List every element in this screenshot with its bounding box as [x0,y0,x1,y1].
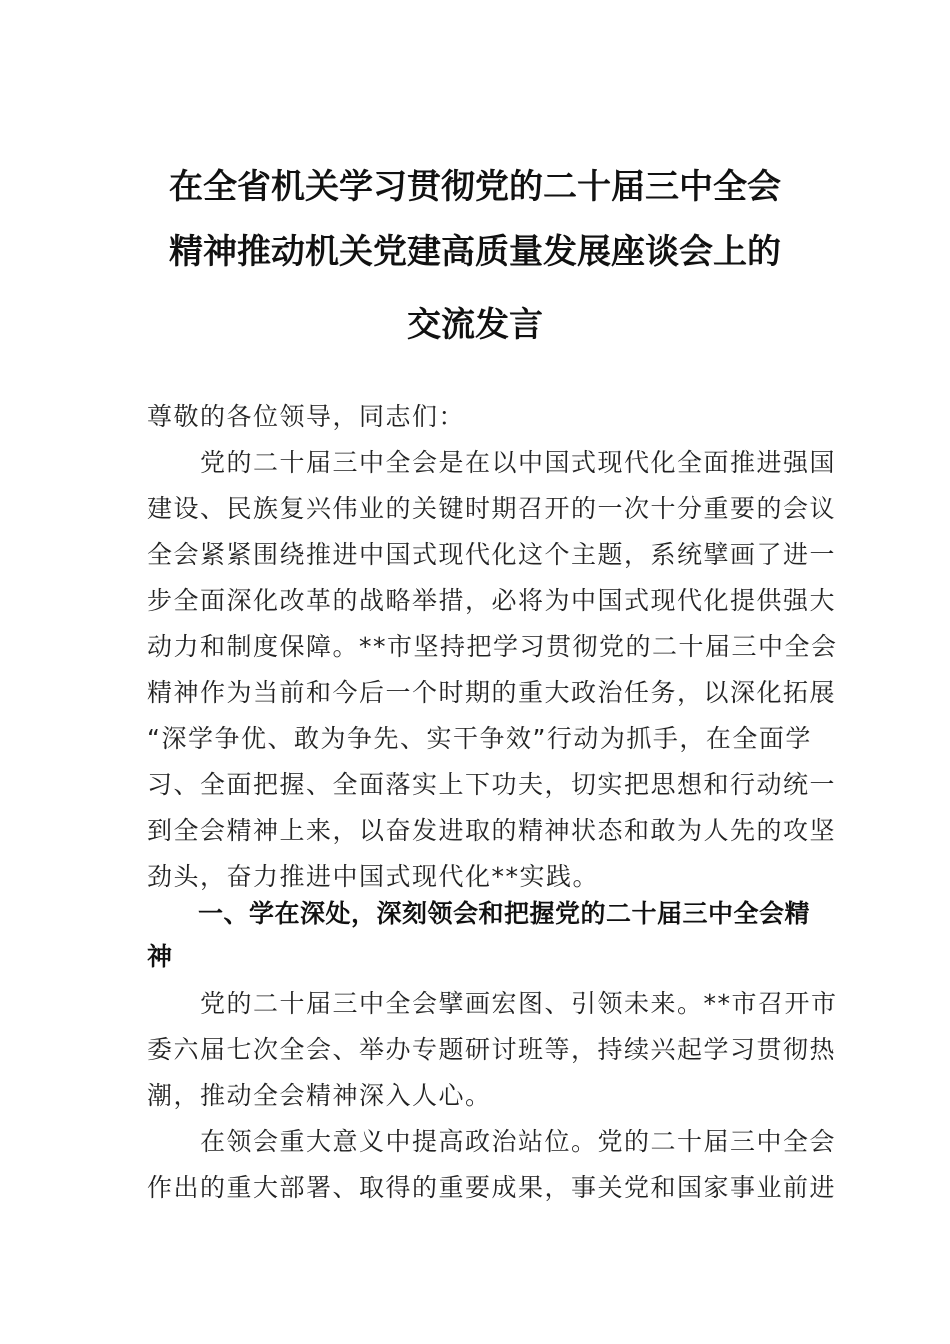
body-line: 精神作为当前和今后一个时期的重大政治任务，以深化拓展 [147,678,837,707]
body-line: 潮，推动全会精神深入人心。 [147,1081,492,1110]
document-title-line-2: 精神推动机关党建高质量发展座谈会上的 [169,232,781,272]
document-title-line-1: 在全省机关学习贯彻党的二十届三中全会 [169,167,781,207]
salutation: 尊敬的各位领导，同志们： [147,402,466,431]
body-line: 习、全面把握、全面落实上下功夫，切实把思想和行动统一 [147,770,837,799]
body-line: 建设、民族复兴伟业的关键时期召开的一次十分重要的会议 [147,494,837,523]
section-heading-line-2: 神 [147,942,173,971]
body-line: 劲头，奋力推进中国式现代化**实践。 [147,862,600,891]
body-line: 党的二十届三中全会擘画宏图、引领未来。**市召开市 [147,989,838,1018]
body-line: “深学争优、敢为争先、实干争效”行动为抓手，在全面学 [147,724,812,753]
body-line: 动力和制度保障。**市坚持把学习贯彻党的二十届三中全会 [147,632,838,661]
body-line: 党的二十届三中全会是在以中国式现代化全面推进强国 [147,448,837,477]
body-line: 在领会重大意义中提高政治站位。党的二十届三中全会 [147,1127,837,1156]
body-line: 步全面深化改革的战略举措，必将为中国式现代化提供强大 [147,586,837,615]
body-line: 全会紧紧围绕推进中国式现代化这个主题，系统擘画了进一 [147,540,837,569]
section-heading-line-1: 一、学在深处，深刻领会和把握党的二十届三中全会精 [147,899,811,928]
body-line: 到全会精神上来，以奋发进取的精神状态和敢为人先的攻坚 [147,816,837,845]
document-title-line-3: 交流发言 [407,305,543,345]
body-line: 作出的重大部署、取得的重要成果，事关党和国家事业前进 [147,1173,837,1202]
body-line: 委六届七次全会、举办专题研讨班等，持续兴起学习贯彻热 [147,1035,837,1064]
